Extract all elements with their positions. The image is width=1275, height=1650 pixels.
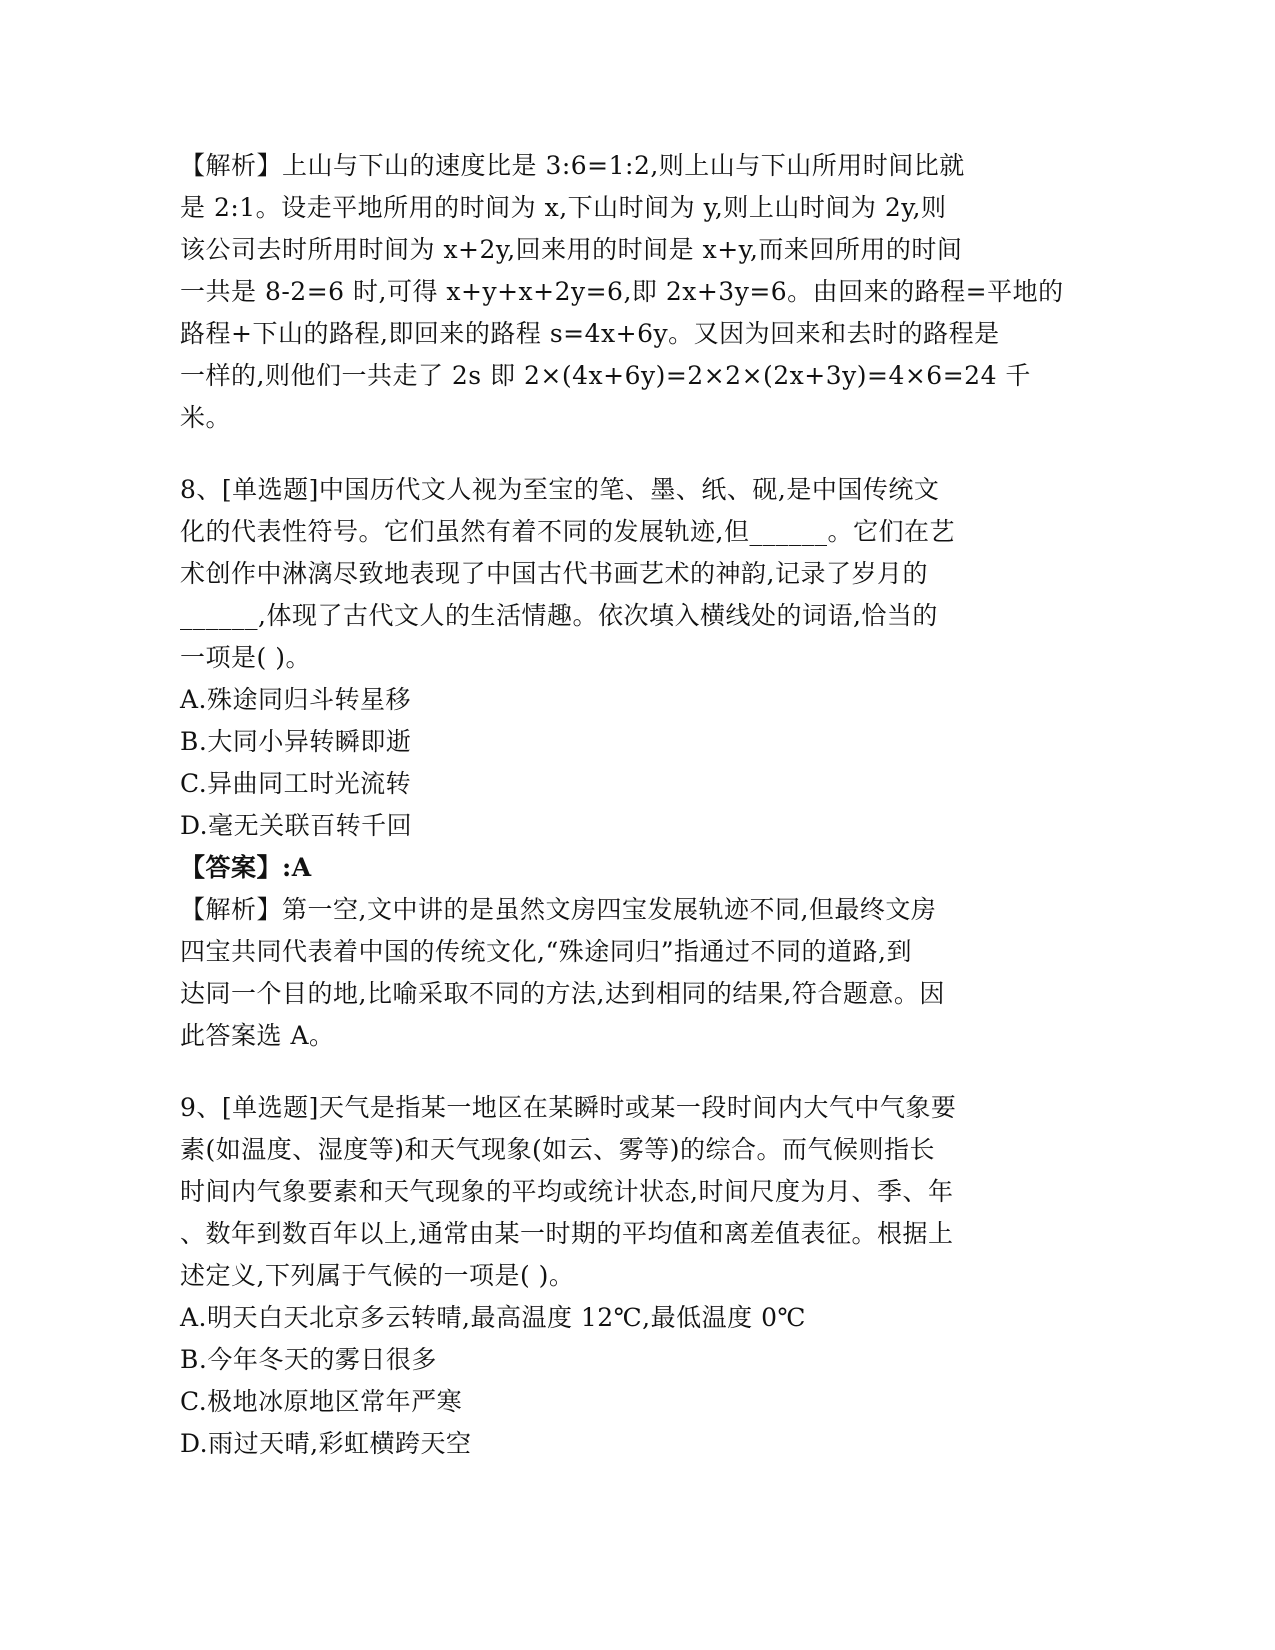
- question-stem-line: 时间内气象要素和天气现象的平均或统计状态,时间尺度为月、季、年: [180, 1177, 954, 1206]
- analysis-block-q7: [180, 145, 1064, 439]
- option-d: D.毫无关联百转千回: [180, 811, 413, 840]
- analysis-line: 一共是 8-2=6 时,可得 x+y+x+2y=6,即 2x+3y=6。由回来的路程=平地的: [180, 277, 1064, 306]
- analysis-line: 路程+下山的路程,即回来的路程 s=4x+6y。又因为回来和去时的路程是: [180, 319, 1000, 348]
- analysis-line: 达同一个目的地,比喻采取不同的方法,达到相同的结果,符合题意。因: [180, 979, 945, 1008]
- question-9-stem: [180, 1087, 1060, 1297]
- section-spacer: [180, 1057, 1060, 1087]
- question-stem-line: 术创作中淋漓尽致地表现了中国古代书画艺术的神韵,记录了岁月的: [180, 559, 928, 588]
- question-stem-line: 述定义,下列属于气候的一项是( )。: [180, 1261, 575, 1290]
- document-page: [180, 145, 1064, 1465]
- option-b: B.大同小异转瞬即逝: [180, 727, 412, 756]
- analysis-line: 此答案选 A。: [180, 1021, 335, 1050]
- question-stem-line: 素(如温度、湿度等)和天气现象(如云、雾等)的综合。而气候则指长: [180, 1135, 936, 1164]
- question-stem-line: ______,体现了古代文人的生活情趣。依次填入横线处的词语,恰当的: [180, 601, 938, 630]
- analysis-line: 米。: [180, 403, 232, 432]
- option-c: C.异曲同工时光流转: [180, 769, 412, 798]
- analysis-line: 【解析】第一空,文中讲的是虽然文房四宝发展轨迹不同,但最终文房: [180, 895, 937, 924]
- analysis-line: 一样的,则他们一共走了 2s 即 2×(4x+6y)=2×2×(2x+3y)=4×6=24 千: [180, 361, 1031, 390]
- question-stem-line: 化的代表性符号。它们虽然有着不同的发展轨迹,但______。它们在艺: [180, 517, 955, 546]
- question-8-analysis: [180, 889, 1060, 1057]
- option-a: A.明天白天北京多云转晴,最高温度 12℃,最低温度 0℃: [180, 1303, 806, 1332]
- question-stem-line: 8、[单选题]中国历代文人视为至宝的笔、墨、纸、砚,是中国传统文: [180, 475, 940, 504]
- question-stem-line: 、数年到数百年以上,通常由某一时期的平均值和离差值表征。根据上: [180, 1219, 954, 1248]
- analysis-line: 四宝共同代表着中国的传统文化,“殊途同归”指通过不同的道路,到: [180, 937, 912, 966]
- question-stem-line: 9、[单选题]天气是指某一地区在某瞬时或某一段时间内大气中气象要: [180, 1093, 957, 1122]
- analysis-line: 【解析】上山与下山的速度比是 3:6=1:2,则上山与下山所用时间比就: [180, 151, 965, 180]
- question-9: [180, 1087, 1060, 1465]
- question-8: [180, 469, 1060, 1057]
- question-9-options: [180, 1297, 1060, 1465]
- option-b: B.今年冬天的雾日很多: [180, 1345, 437, 1374]
- analysis-line: 该公司去时所用时间为 x+2y,回来用的时间是 x+y,而来回所用的时间: [180, 235, 963, 264]
- option-a: A.殊途同归斗转星移: [180, 685, 412, 714]
- question-8-answer: 【答案】:A: [180, 853, 312, 882]
- section-spacer: [180, 439, 1060, 469]
- question-8-options: [180, 679, 1060, 847]
- option-c: C.极地冰原地区常年严寒: [180, 1387, 463, 1416]
- analysis-line: 是 2:1。设走平地所用的时间为 x,下山时间为 y,则上山时间为 2y,则: [180, 193, 947, 222]
- question-8-stem: [180, 469, 1060, 679]
- question-stem-line: 一项是( )。: [180, 643, 311, 672]
- option-d: D.雨过天晴,彩虹横跨天空: [180, 1429, 472, 1458]
